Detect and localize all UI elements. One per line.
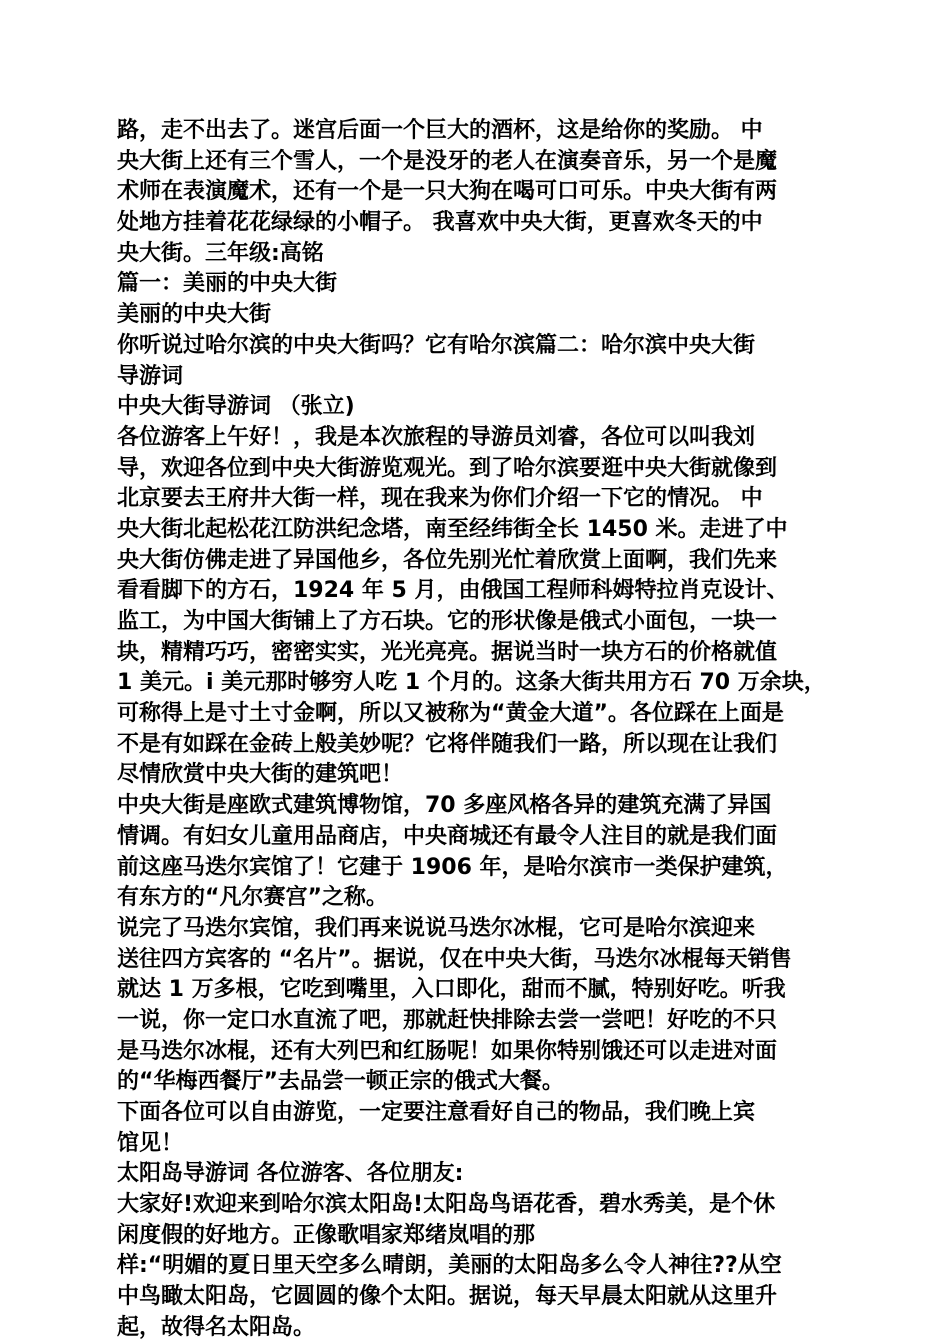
text-line: 你听说过哈尔滨的中央大街吗？它有哈尔滨篇二：哈尔滨中央大街 [117, 332, 756, 358]
text-line: 块，精精巧巧，密密实实，光光亮亮。据说当时一块方石的价格就值 [117, 639, 778, 665]
text-line: 监工，为中国大街铺上了方石块。它的形状像是俄式小面包，一块一 [117, 609, 778, 634]
text-line: 大家好!欢迎来到哈尔滨太阳岛!太阳岛鸟语花香，碧水秀美，是个休 [117, 1192, 776, 1218]
text-line: 前这座马迭尔宾馆了！它建于 1906 年，是哈尔滨市一类保护建筑， [117, 854, 788, 880]
text-line: 一说，你一定口水直流了吧，那就赶快排除去尝一尝吧！好吃的不只 [117, 1007, 778, 1033]
text-line: 是马迭尔冰棍，还有大列巴和红肠呢！如果你特别饿还可以走进对面 [117, 1038, 778, 1064]
text-line: 说完了马迭尔宾馆，我们再来说说马迭尔冰棍，它可是哈尔滨迎来 [117, 915, 756, 941]
text-line: 尽情欣赏中央大街的建筑吧！ [117, 762, 404, 788]
text-line: 导游词 [117, 363, 184, 389]
text-line: 央大街北起松花江防洪纪念塔，南至经纬街全长 1450 米。走进了中 [117, 516, 788, 542]
document-body [117, 116, 839, 1344]
section-heading: 美丽的中央大街 [117, 302, 272, 328]
section-heading: 太阳岛导游词 各位游客、各位朋友: [117, 1161, 464, 1187]
text-line: 1 美元。i 美元那时够穷人吃 1 个月的。这条大街共用方石 70 万余块， [117, 670, 826, 696]
text-line: 下面各位可以自由游览，一定要注意看好自己的物品，我们晚上宾 [117, 1100, 756, 1125]
text-line: 央大街。三年级:高铭 [117, 240, 324, 266]
text-line: 术师在表演魔术，还有一个是一只大狗在喝可口可乐。中央大街有两 [117, 179, 778, 205]
text-line: 起，故得名太阳岛。 [117, 1314, 316, 1340]
text-line: 馆见！ [117, 1130, 184, 1156]
section-heading: 中央大街导游词 （张立) [117, 394, 355, 420]
text-line: 中央大街是座欧式建筑博物馆，70 多座风格各异的建筑充满了异国 [117, 793, 772, 819]
text-line: 央大街上还有三个雪人，一个是没牙的老人在演奏音乐，另一个是魔 [117, 148, 778, 174]
text-line: 中鸟瞰太阳岛，它圆圆的像个太阳。据说，每天早晨太阳就从这里升 [117, 1284, 778, 1310]
text-line: 样:“明媚的夏日里天空多么晴朗，美丽的太阳岛多么令人神往??从空 [117, 1253, 782, 1279]
text-line: 有东方的“凡尔赛宫”之称。 [117, 885, 388, 911]
text-line: 就达 1 万多根，它吃到嘴里，入口即化，甜而不腻，特别好吃。听我 [117, 977, 786, 1003]
text-line: 的“华梅西餐厅”去品尝一顿正宗的俄式大餐。 [117, 1069, 564, 1095]
text-line: 路，走不出去了。迷宫后面一个巨大的酒杯，这是给你的奖励。 中 [117, 118, 763, 143]
text-line: 闲度假的好地方。正像歌唱家郑绪岚唱的那 [117, 1222, 536, 1248]
text-line: 处地方挂着花花绿绿的小帽子。 我喜欢中央大街，更喜欢冬天的中 [117, 210, 763, 236]
text-line: 情调。有妇女儿童用品商店，中央商城还有最令人注目的就是我们面 [117, 823, 778, 849]
text-line: 各位游客上午好！，我是本次旅程的导游员刘睿，各位可以叫我刘 [117, 424, 756, 450]
text-line: 北京要去王府井大街一样，现在我来为你们介绍一下它的情况。 中 [117, 486, 763, 512]
text-line: 央大街仿佛走进了异国他乡，各位先别光忙着欣赏上面啊，我们先来 [117, 547, 778, 573]
text-line: 不是有如踩在金砖上般美妙呢？它将伴随我们一路，所以现在让我们 [117, 731, 778, 757]
text-line: 看看脚下的方石，1924 年 5 月，由俄国工程师科姆特拉肖克设计、 [117, 578, 789, 604]
text-line: 可称得上是寸土寸金啊，所以又被称为“黄金大道”。各位踩在上面是 [117, 701, 784, 727]
text-line: 送往四方宾客的 “名片”。据说，仅在中央大街，马迭尔冰棍每天销售 [117, 946, 792, 972]
section-heading: 篇一：美丽的中央大街 [117, 271, 338, 297]
text-line: 导，欢迎各位到中央大街游览观光。到了哈尔滨要逛中央大街就像到 [117, 455, 778, 481]
